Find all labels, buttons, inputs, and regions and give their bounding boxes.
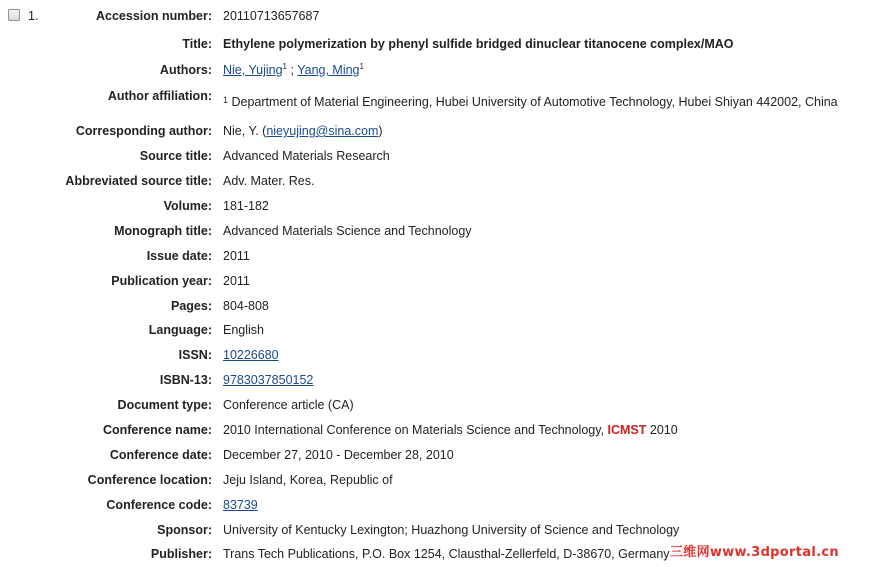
issue-date-value: 2011 xyxy=(223,249,250,263)
sponsor-value: University of Kentucky Lexington; Huazhong University of Science and Technology xyxy=(223,523,680,537)
conference-code-label: Conference code: xyxy=(106,498,212,512)
authors-row xyxy=(0,63,891,83)
affiliation-marker: 1 xyxy=(223,95,229,105)
conference-acronym-highlight: ICMST xyxy=(607,423,647,437)
conference-name-label: Conference name: xyxy=(102,423,212,437)
document-type-label: Document type: xyxy=(117,398,212,412)
volume-label: Volume: xyxy=(163,199,212,213)
volume-row xyxy=(0,199,891,219)
source-title-row xyxy=(0,149,891,169)
authors-label: Authors: xyxy=(159,63,212,77)
pages-row xyxy=(0,299,891,319)
monograph-title-value: Advanced Materials Science and Technology xyxy=(223,224,472,238)
author-link[interactable]: Nie, Yujing xyxy=(223,63,283,77)
conference-name-year: 2010 xyxy=(646,423,678,437)
corresponding-author-row xyxy=(0,124,891,144)
author-affiliation-label: Author affiliation: xyxy=(107,89,212,103)
source-title-value: Advanced Materials Research xyxy=(223,149,390,163)
conference-name-value xyxy=(223,423,678,437)
issn-label: ISSN: xyxy=(178,348,212,362)
abbreviated-source-title-row xyxy=(0,174,891,194)
issn-link[interactable]: 10226680 xyxy=(223,348,279,362)
conference-code-link[interactable]: 83739 xyxy=(223,498,258,512)
affiliation-text: Department of Material Engineering, Hubei University of Automotive Technology, Hubei Shiyan 442002, China xyxy=(231,95,838,109)
title-value: Ethylene polymerization by phenyl sulfide bridged dinuclear titanocene complex/MAO xyxy=(223,37,734,51)
abbreviated-source-title-label: Abbreviated source title: xyxy=(65,174,212,188)
accession-number-label: Accession number: xyxy=(95,9,212,23)
conference-location-label: Conference location: xyxy=(87,473,212,487)
publication-year-value: 2011 xyxy=(223,274,250,288)
conference-date-value: December 27, 2010 - December 28, 2010 xyxy=(223,448,454,462)
corresponding-author-label: Corresponding author: xyxy=(75,124,212,138)
author-separator: ; xyxy=(287,63,298,77)
title-row xyxy=(0,37,891,57)
authors-value xyxy=(223,63,364,77)
site-watermark: 三维网www.3dportal.cn xyxy=(670,545,839,560)
conference-location-value: Jeju Island, Korea, Republic of xyxy=(223,473,393,487)
accession-number-row xyxy=(0,9,891,29)
accession-number-value: 20110713657687 xyxy=(223,9,320,23)
publisher-label: Publisher: xyxy=(150,547,212,561)
conference-date-row xyxy=(0,448,891,468)
conference-name-row xyxy=(0,423,891,443)
record-index: 1. xyxy=(28,9,39,23)
corresponding-author-value xyxy=(223,124,383,138)
document-type-row xyxy=(0,398,891,418)
monograph-title-label: Monograph title: xyxy=(114,224,212,238)
abbreviated-source-title-value: Adv. Mater. Res. xyxy=(223,174,315,188)
conference-code-row xyxy=(0,498,891,518)
conference-name-text: 2010 International Conference on Materials Science and Technology, xyxy=(223,423,608,437)
issue-date-row xyxy=(0,249,891,269)
isbn13-row xyxy=(0,373,891,393)
language-label: Language: xyxy=(148,323,212,337)
publication-year-row xyxy=(0,274,891,294)
author-link[interactable]: Yang, Ming xyxy=(297,63,360,77)
corresponding-author-close: ) xyxy=(378,124,383,138)
sponsor-row xyxy=(0,523,891,543)
sponsor-label: Sponsor: xyxy=(157,523,212,537)
author-affiliation-marker: 1 xyxy=(282,62,287,71)
language-row xyxy=(0,323,891,343)
corresponding-author-name: Nie, Y. ( xyxy=(223,124,267,138)
author-affiliation-value xyxy=(223,95,838,109)
title-label: Title: xyxy=(182,37,212,51)
pages-label: Pages: xyxy=(171,299,212,313)
monograph-title-row xyxy=(0,224,891,244)
issn-row xyxy=(0,348,891,368)
conference-location-row xyxy=(0,473,891,493)
issue-date-label: Issue date: xyxy=(146,249,212,263)
corresponding-author-email-link[interactable]: nieyujing@sina.com xyxy=(266,124,379,138)
isbn13-label: ISBN-13: xyxy=(159,373,212,387)
volume-value: 181-182 xyxy=(223,199,269,213)
author-affiliation-row xyxy=(0,89,891,119)
conference-date-label: Conference date: xyxy=(109,448,212,462)
publisher-value: Trans Tech Publications, P.O. Box 1254, Clausthal-Zellerfeld, D-38670, Germany xyxy=(223,547,670,561)
pages-value: 804-808 xyxy=(223,299,269,313)
isbn13-link[interactable]: 9783037850152 xyxy=(223,373,314,387)
document-type-value: Conference article (CA) xyxy=(223,398,354,412)
language-value: English xyxy=(223,323,264,337)
source-title-label: Source title: xyxy=(139,149,212,163)
author-affiliation-marker: 1 xyxy=(359,62,364,71)
publication-year-label: Publication year: xyxy=(111,274,212,288)
